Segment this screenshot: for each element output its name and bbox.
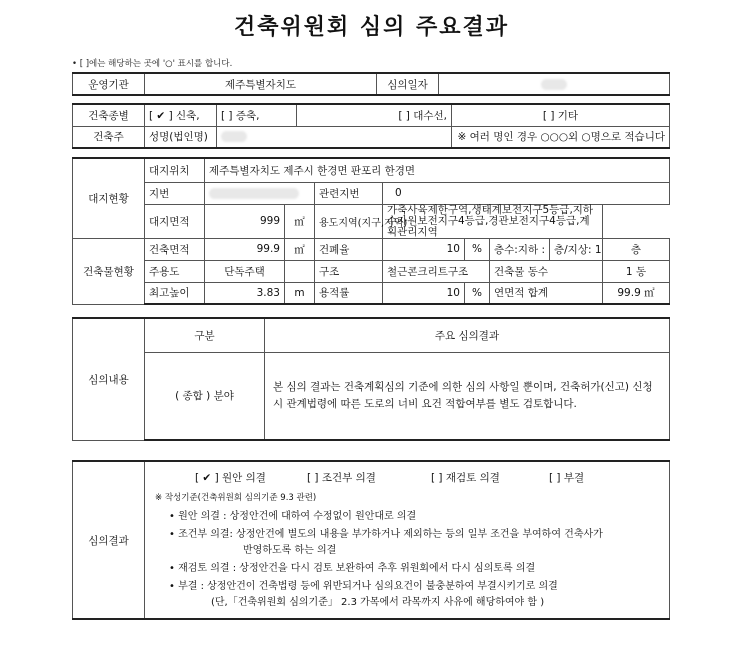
height-label: 최고높이 [145,282,205,304]
page-title: 건축위원회 심의 주요결과 [233,15,510,40]
result-options [155,470,659,485]
building-type-label: 건축종별 [73,104,145,126]
result-line-reexamine: • 재검토 의결 : 상정안건을 다시 검토 보완하여 추후 위원회에서 다시 심의토록 의결 [169,563,536,574]
result-line-rejected: • 부결 : 상정안건이 건축법령 등에 위반되거나 심의요건이 불충분하여 부결시키기로 의결 [169,581,558,592]
total-area-unit: ㎡ [644,287,655,300]
owner-note: ※ 여러 명인 경우 ○○○외 ○명으로 적습니다 [452,126,670,148]
redacted-lot [209,188,299,199]
date-value [439,73,670,95]
total-area-number: 99.9 [617,287,641,300]
building-section-label: 건축물현황 [73,238,145,304]
related-lot-value: 0 [383,182,670,204]
result-line-conditional-cont: 반영하도록 하는 의결 [243,545,337,556]
building-count-value [603,260,670,282]
far-label: 용적률 [315,282,383,304]
review-category: ( 종합 ) 분야 [145,352,265,440]
total-area-value [603,282,670,304]
related-lot-label: 관련지번 [315,182,383,204]
result-section-label: 심의결과 [73,461,145,619]
use-spacer [285,260,315,282]
structure-value: 철근콘크리트구조 [383,260,490,282]
site-lot-value [205,182,315,204]
owner-label: 건축주 [73,126,145,148]
result-line-approved: • 원안 의결 : 상정안건에 대하여 수정없이 원안대로 의결 [169,511,417,522]
coverage-value: 10 [383,238,465,260]
zone-label: 용도지역(지구,지역) [315,204,383,238]
review-content: 본 심의 결과는 건축계획심의 기준에 의한 심의 사항일 뿐이며, 건축허가(신고) 신청 시 관계법령에 따른 도로의 너비 요건 적합여부를 별도 검토합니다. [265,352,670,440]
option-rejected[interactable]: [ ] 부결 [549,472,585,484]
floor-area-label: 건축면적 [145,238,205,260]
type-owner-table [72,103,670,149]
use-value: 단독주택 [205,260,285,282]
operator-value: 제주특별자치도 [145,73,377,95]
building-count-label: 건축물 동수 [490,260,603,282]
zone-value: 가축사육제한구역,생태계보전지구5등급,지하수자원보전지구4등급,경관보전지구4등급,계획관리지역 [383,204,603,238]
type-major-repair-option[interactable]: [ ] 대수선, [297,104,452,126]
review-col-category: 구분 [145,318,265,352]
result-table [72,460,670,620]
owner-name-label: 성명(법인명) [145,126,217,148]
result-body [145,461,670,619]
operator-label: 운영기관 [73,73,145,95]
total-area-label: 연면적 합계 [490,282,603,304]
floors-mid-label [550,238,603,260]
height-value: 3.83 [205,282,285,304]
form-note: • [ ]에는 해당하는 곳에 '○' 표시를 합니다. [72,59,233,69]
use-label: 주용도 [145,260,205,282]
owner-name-value [217,126,452,148]
redacted-owner [221,131,247,142]
height-unit: m [285,282,315,304]
review-table [72,317,670,441]
coverage-label: 건폐율 [315,238,383,260]
result-line-conditional: • 조건부 의결: 상정안건에 별도의 내용을 부가하거나 제외하는 등의 일부 조건을 부여하여 건축사가 [169,529,603,540]
result-line-rejected-note: (단,「건축위원회 심의기준」 2.3 가목에서 라목까지 사유에 해당하여야 함 ) [211,597,545,608]
type-extension-option[interactable]: [ ] 증축, [217,104,297,126]
site-area-label: 대지면적 [145,204,205,238]
site-location-label: 대지위치 [145,158,205,182]
site-area-unit: ㎡ [285,204,315,238]
type-other-option[interactable]: [ ] 기타 [452,104,670,126]
floor-area-unit: ㎡ [285,238,315,260]
review-section-label: 심의내용 [73,318,145,440]
result-criteria: ※ 작성기준(건축위원회 심의기준 9.3 관련) [155,493,317,503]
far-unit: % [465,282,490,304]
site-area-value: 999 [205,204,285,238]
review-col-result: 주요 심의결과 [265,318,670,352]
structure-label: 구조 [315,260,383,282]
floor-area-value: 99.9 [205,238,285,260]
option-conditional[interactable]: [ ] 조건부 의결 [307,472,376,484]
site-lot-label: 지번 [145,182,205,204]
floors-value: 1 [594,243,602,256]
site-section-label: 대지현황 [73,158,145,238]
site-building-table [72,157,670,305]
floors-label: 층수:지하 : [490,238,550,260]
type-new-option[interactable]: [ ✔ ] 신축, [145,104,217,126]
redacted-date [541,79,567,90]
option-approved[interactable]: [ ✔ ] 원안 의결 [195,472,266,484]
option-reexamine[interactable]: [ ] 재검토 의결 [431,472,500,484]
site-location-value: 제주특별자치도 제주시 한경면 판포리 한경면 [205,158,670,182]
far-value: 10 [383,282,465,304]
building-count-unit: 동 [635,265,647,278]
building-count-number: 1 [625,265,633,278]
coverage-unit: % [465,238,490,260]
date-label: 심의일자 [377,73,439,95]
floors-mid: 층/지상: [554,243,592,256]
floors-unit: 층 [603,238,670,260]
operator-table [72,72,670,96]
